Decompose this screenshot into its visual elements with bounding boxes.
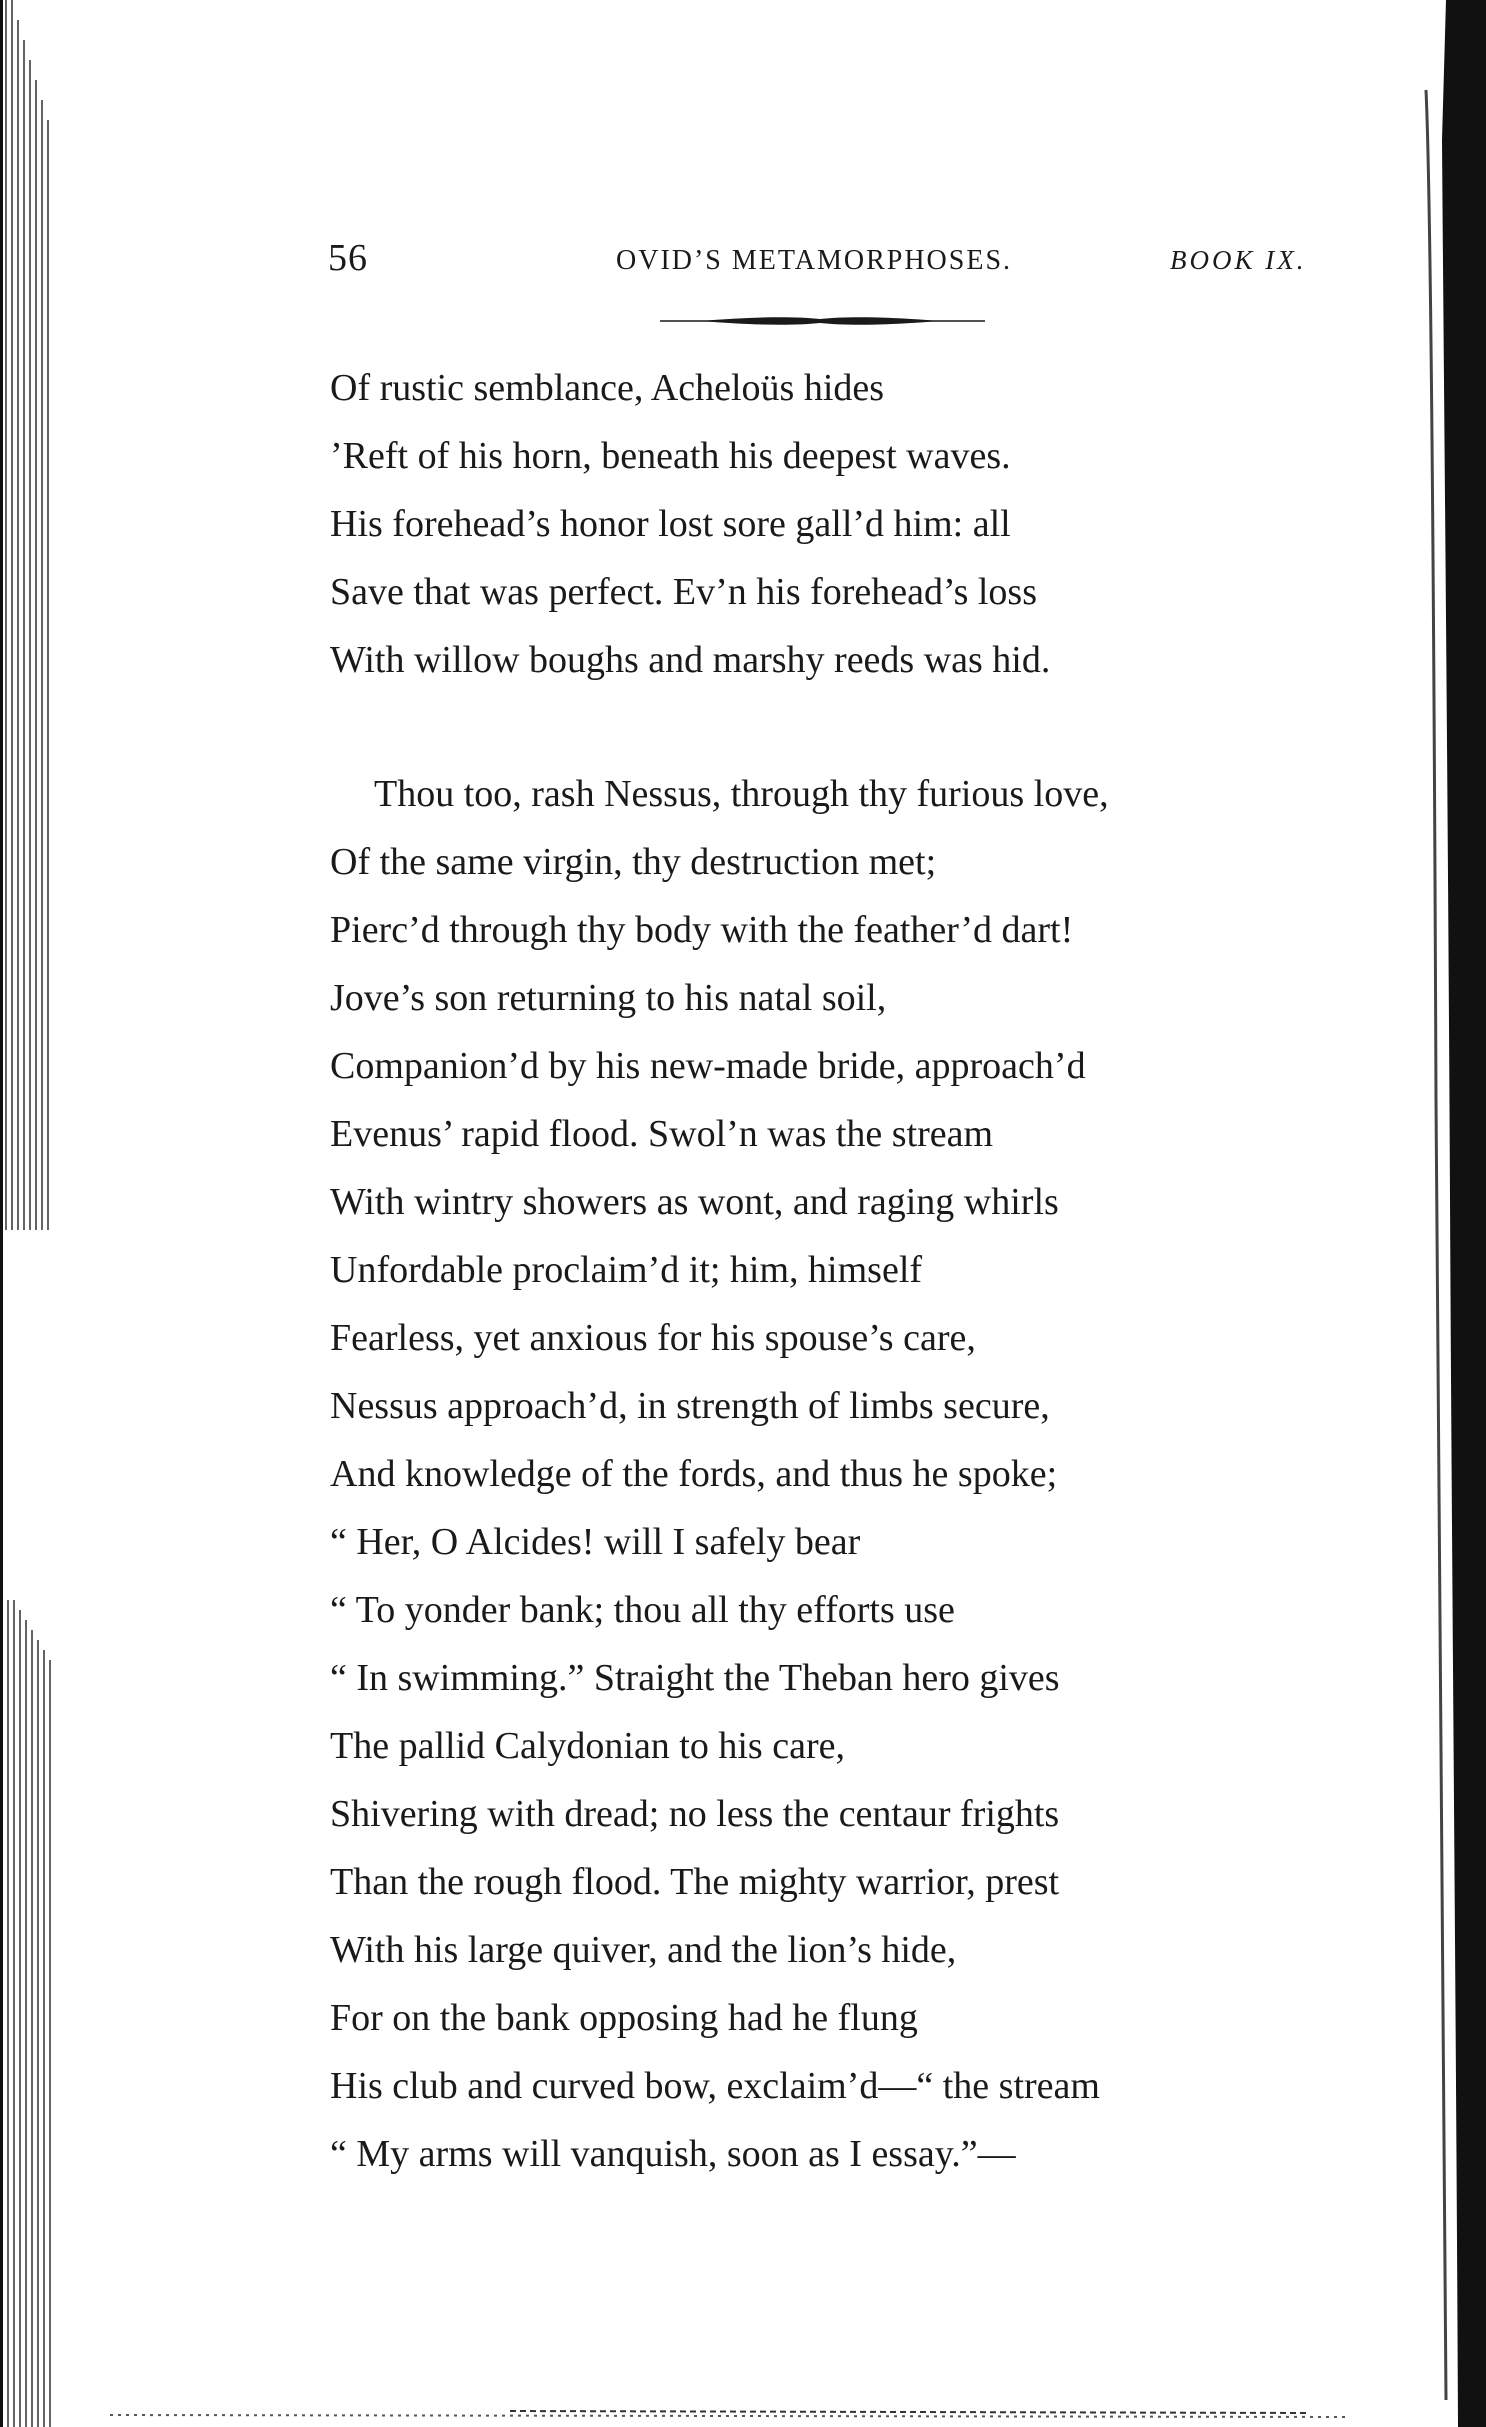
verse-line: And knowledge of the fords, and thus he spoke; <box>330 1453 1058 1495</box>
verse-line: With willow boughs and marshy reeds was hid. <box>330 639 1051 681</box>
verse-line: Thou too, rash Nessus, through thy furious love, <box>374 773 1109 815</box>
verse-line: Jove’s son returning to his natal soil, <box>330 977 887 1019</box>
verse-line: “ My arms will vanquish, soon as I essay.”— <box>330 2133 1016 2175</box>
verse-line: Evenus’ rapid flood. Swol’n was the stream <box>330 1113 994 1155</box>
page-header <box>328 236 1328 296</box>
stanza-1 <box>330 354 1330 694</box>
verse-line: Unfordable proclaim’d it; him, himself <box>330 1249 923 1291</box>
verse-line: Shivering with dread; no less the centaur frights <box>330 1793 1060 1835</box>
right-page-edge <box>1386 0 1486 2427</box>
verse-line: The pallid Calydonian to his care, <box>330 1725 845 1767</box>
verse-line: Of rustic semblance, Acheloüs hides <box>330 367 885 409</box>
left-binding-edge <box>0 0 64 2427</box>
verse-line: His club and curved bow, exclaim’d—“ the stream <box>330 2065 1100 2107</box>
verse-line: Of the same virgin, thy destruction met; <box>330 841 937 883</box>
running-title: OVID’S METAMORPHOSES. <box>616 245 1013 276</box>
verse-line: His forehead’s honor lost sore gall’d him: all <box>330 503 1011 545</box>
stanza-gap <box>330 694 1330 760</box>
header-ornament-rule <box>660 314 985 328</box>
verse-line: “ Her, O Alcides! will I safely bear <box>330 1521 861 1563</box>
verse-line: “ To yonder bank; thou all thy efforts use <box>330 1589 955 1631</box>
stanza-2 <box>330 760 1330 2188</box>
verse-line: Fearless, yet anxious for his spouse’s care, <box>330 1317 976 1359</box>
verse-line: Companion’d by his new-made bride, approach’d <box>330 1045 1086 1087</box>
verse-line: Save that was perfect. Ev’n his forehead’s loss <box>330 571 1038 613</box>
verse-line: “ In swimming.” Straight the Theban hero gives <box>330 1657 1060 1699</box>
verse-line: With his large quiver, and the lion’s hide, <box>330 1929 957 1971</box>
verse-line: Than the rough flood. The mighty warrior, prest <box>330 1861 1060 1903</box>
verse-line: Pierc’d through thy body with the feather’d dart! <box>330 909 1074 951</box>
verse-line: For on the bank opposing had he flung <box>330 1997 918 2039</box>
verse-line: With wintry showers as wont, and raging whirls <box>330 1181 1059 1223</box>
page-number: 56 <box>328 237 368 279</box>
poem-body <box>330 354 1330 2188</box>
bottom-scan-edge <box>110 2387 1430 2427</box>
book-label: BOOK IX. <box>1170 245 1307 275</box>
verse-line: ’Reft of his horn, beneath his deepest waves. <box>330 435 1011 477</box>
verse-line: Nessus approach’d, in strength of limbs secure, <box>330 1385 1050 1427</box>
